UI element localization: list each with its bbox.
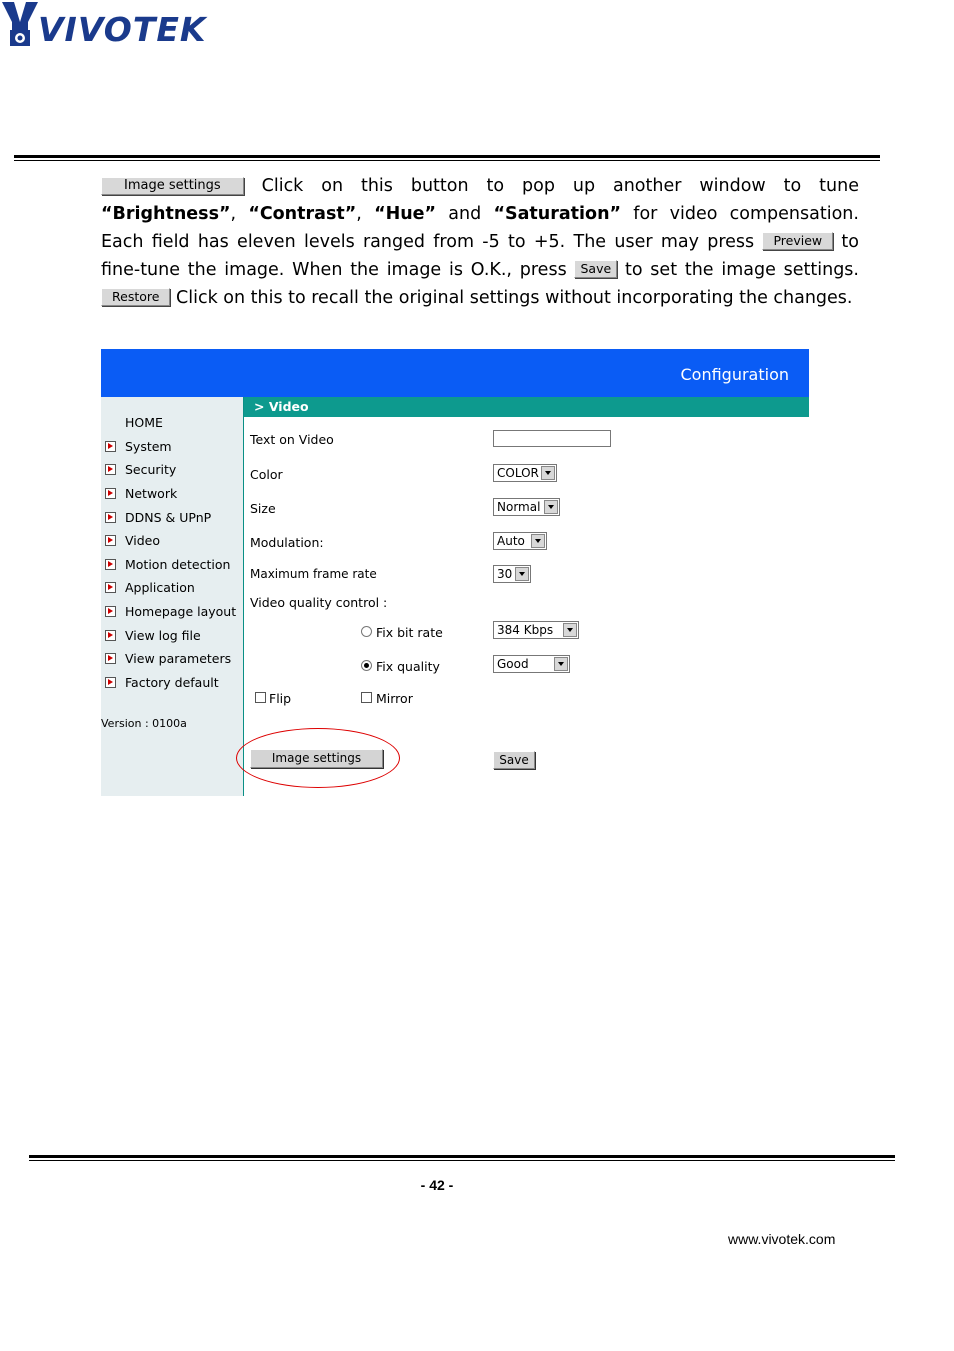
text: to fine-tune the image. When the image is O.K., press [101, 232, 859, 280]
quality-select[interactable] [493, 655, 570, 673]
header-rule-thin [14, 160, 880, 161]
sidebar-item-label: Factory default [125, 675, 219, 690]
inline-preview-button[interactable]: Preview [762, 232, 833, 250]
text: , [230, 204, 249, 224]
text: to set the image settings. [617, 260, 859, 280]
arrow-icon [105, 488, 116, 499]
mirror-checkbox[interactable] [361, 692, 372, 703]
text: Click on this to recall the original settings without incorporating the changes. [170, 288, 853, 308]
select-value: 384 Kbps [497, 623, 554, 637]
arrow-icon [105, 535, 116, 546]
fix-bit-rate-label: Fix bit rate [376, 625, 443, 640]
arrow-icon [105, 464, 116, 475]
size-label: Size [250, 501, 276, 516]
arrow-icon [105, 653, 116, 664]
chevron-down-icon [554, 657, 568, 671]
max-frame-rate-label: Maximum frame rate [250, 567, 377, 581]
modulation-select[interactable] [493, 532, 547, 550]
chevron-down-icon [515, 567, 529, 581]
arrow-icon [105, 441, 116, 452]
bold-brightness: “Brightness” [101, 204, 231, 224]
flip-checkbox[interactable] [255, 692, 266, 703]
bold-contrast: “Contrast” [248, 204, 357, 224]
config-screenshot [101, 349, 809, 796]
footer-rule-thin [29, 1160, 895, 1161]
bold-hue: “Hue” [374, 204, 437, 224]
sidebar-home[interactable]: HOME [125, 415, 163, 430]
section-bar [244, 397, 809, 417]
text: and [436, 204, 494, 224]
select-value: COLOR [497, 466, 539, 480]
modulation-label: Modulation: [250, 535, 324, 550]
chevron-down-icon [531, 534, 545, 548]
sidebar-item-label: Video [125, 533, 161, 548]
chevron-down-icon [563, 623, 577, 637]
sidebar-item-label: View log file [125, 628, 201, 643]
sidebar-item-label: System [125, 439, 172, 454]
sidebar-item-label: View parameters [125, 651, 232, 666]
select-value: Auto [497, 534, 525, 548]
arrow-icon [105, 606, 116, 617]
sidebar-item-label: Homepage layout [125, 604, 237, 619]
camera-logo-icon [0, 0, 40, 50]
sidebar-item-label: Security [125, 462, 177, 477]
bold-saturation: “Saturation” [493, 204, 622, 224]
arrow-icon [105, 512, 116, 523]
video-quality-label: Video quality control : [250, 595, 388, 610]
arrow-icon [105, 559, 116, 570]
inline-image-settings-button[interactable]: Image settings [101, 177, 244, 195]
fix-quality-radio[interactable] [361, 660, 372, 671]
size-select[interactable] [493, 498, 560, 516]
arrow-icon [105, 582, 116, 593]
footer-rule [29, 1155, 895, 1158]
config-header-bar [101, 349, 809, 397]
select-value: 30 [497, 567, 513, 581]
text: for video compensation. Each field has eleven levels ranged from -5 to +5. The user may press [101, 204, 859, 252]
text: Click on this button to pop up another window to tune [243, 176, 859, 196]
sidebar [101, 397, 243, 796]
save-button[interactable]: Save [493, 751, 535, 769]
sidebar-item-label: Motion detection [125, 557, 231, 572]
mirror-label: Mirror [376, 691, 413, 706]
sidebar-item-label: DDNS & UPnP [125, 510, 212, 525]
description-paragraph [101, 172, 859, 312]
inline-save-button[interactable]: Save [574, 260, 617, 278]
image-settings-button[interactable]: Image settings [250, 749, 383, 768]
arrow-icon [105, 630, 116, 641]
chevron-down-icon [544, 500, 558, 514]
sidebar-item-label: Application [125, 580, 195, 595]
page-number: - 42 - [420, 1177, 454, 1193]
chevron-down-icon [541, 466, 555, 480]
flip-label: Flip [269, 691, 292, 706]
select-value: Normal [497, 500, 541, 514]
text-on-video-input[interactable] [493, 430, 611, 447]
arrow-icon [105, 677, 116, 688]
vivotek-logo [0, 0, 210, 50]
config-title: Configuration [680, 365, 789, 384]
footer-url[interactable]: www.vivotek.com [728, 1231, 836, 1247]
fix-quality-label: Fix quality [376, 659, 440, 674]
color-select[interactable] [493, 464, 557, 482]
text: , [356, 204, 375, 224]
bit-rate-select[interactable] [493, 621, 579, 639]
version-text: Version : 0100a [101, 717, 187, 730]
sidebar-divider [243, 397, 244, 796]
section-title: > Video [254, 399, 309, 414]
header-rule [14, 155, 880, 158]
select-value: Good [497, 657, 529, 671]
inline-restore-button[interactable]: Restore [101, 288, 170, 306]
text-on-video-label: Text on Video [250, 432, 334, 447]
color-label: Color [250, 467, 283, 482]
logo-wordmark: VIVOTEK [38, 10, 207, 49]
max-frame-rate-select[interactable] [493, 565, 531, 583]
highlight-circle [236, 728, 400, 788]
sidebar-item-label: Network [125, 486, 178, 501]
fix-bit-rate-radio[interactable] [361, 626, 372, 637]
